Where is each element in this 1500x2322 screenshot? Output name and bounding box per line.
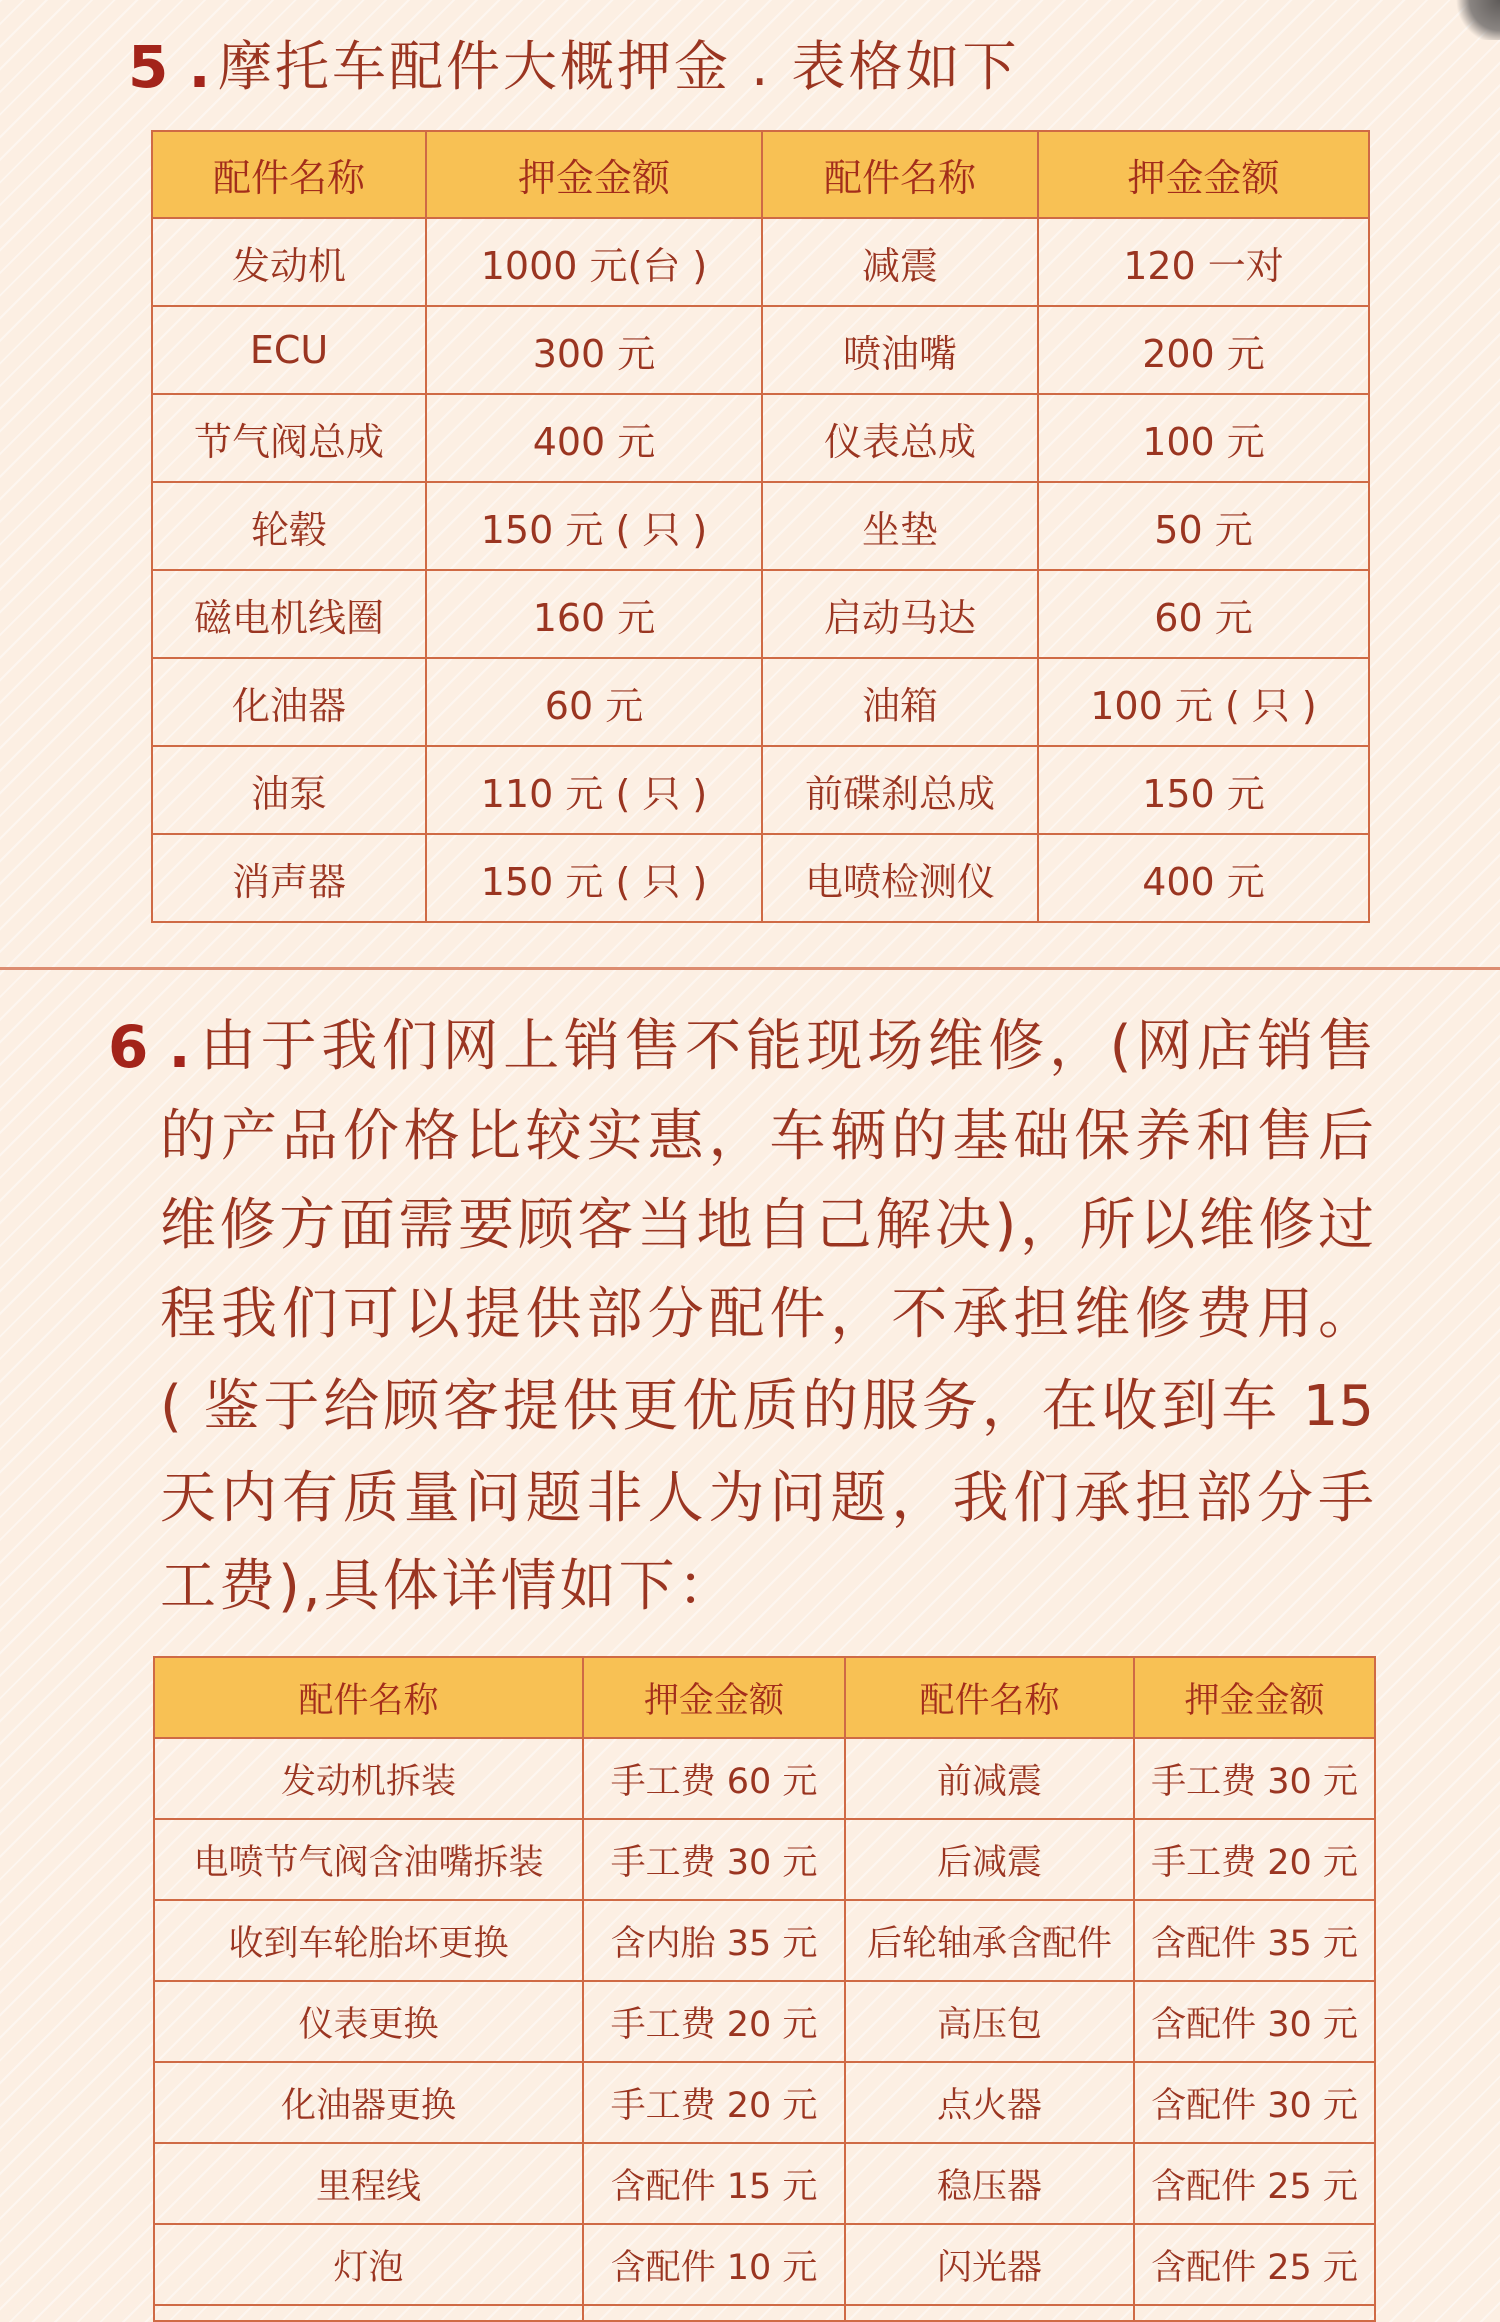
table-header-cell: 配件名称 [762, 131, 1038, 218]
table-cell: 100 元 ( 只 ) [1038, 658, 1369, 746]
table-header-cell: 配件名称 [845, 1657, 1134, 1738]
table-cell: 电喷检测仪 [762, 834, 1038, 922]
section-5-number: 5 . [128, 33, 211, 101]
table-header-cell: 押金金额 [1134, 1657, 1375, 1738]
table-cell-empty [845, 2305, 1134, 2321]
table-cell: 100 元 [1038, 394, 1369, 482]
table-cell: 手工费 60 元 [583, 1738, 845, 1819]
page-corner-shadow [1454, 0, 1500, 40]
table-cell: 节气阀总成 [152, 394, 426, 482]
table-cell-empty [1134, 2305, 1375, 2321]
table-cell: ECU [152, 306, 426, 394]
table-cell: 仪表更换 [154, 1981, 583, 2062]
table-cell: 110 元 ( 只 ) [426, 746, 762, 834]
table-cell: 闪光器 [845, 2224, 1134, 2305]
table-cell: 稳压器 [845, 2143, 1134, 2224]
table-header-cell: 押金金额 [583, 1657, 845, 1738]
table-cell: 手工费 30 元 [583, 1819, 845, 1900]
paragraph-line: 的产品价格比较实惠，车辆的基础保养和售后 [160, 1104, 1374, 1169]
table-cell: 含配件 30 元 [1134, 2062, 1375, 2143]
repair-fee-table-container [153, 1656, 1377, 2322]
table-cell: 后减震 [845, 1819, 1134, 1900]
table-cell: 里程线 [154, 2143, 583, 2224]
table-cell: 减震 [762, 218, 1038, 306]
table-row [154, 1819, 1375, 1900]
table-cell: 化油器更换 [154, 2062, 583, 2143]
paragraph-line: 工费),具体详情如下： [160, 1554, 737, 1619]
table-cell: 150 元 ( 只 ) [426, 482, 762, 570]
table-row [154, 2143, 1375, 2224]
table-cell: 150 元 ( 只 ) [426, 834, 762, 922]
table-cell: 200 元 [1038, 306, 1369, 394]
table-cell: 含配件 15 元 [583, 2143, 845, 2224]
table-row [154, 1900, 1375, 1981]
table-header-cell: 配件名称 [154, 1657, 583, 1738]
table-cell: 手工费 20 元 [1134, 1819, 1375, 1900]
paragraph-line: 由于我们网上销售不能现场维修，(网店销售 [200, 1014, 1374, 1079]
table-row [154, 1981, 1375, 2062]
table-cell: 手工费 20 元 [583, 2062, 845, 2143]
section-5-title: 摩托车配件大概押金 . 表格如下 [218, 35, 1020, 98]
table-cell: 油箱 [762, 658, 1038, 746]
table-cell: 仪表总成 [762, 394, 1038, 482]
section-6-number: 6 . [108, 1013, 191, 1081]
table-cell: 50 元 [1038, 482, 1369, 570]
table-cell: 点火器 [845, 2062, 1134, 2143]
table-cell: 前减震 [845, 1738, 1134, 1819]
table-row [152, 570, 1369, 658]
table-cell: 喷油嘴 [762, 306, 1038, 394]
table-row [152, 394, 1369, 482]
repair-fee-table [153, 1656, 1376, 2322]
table-header-cell: 押金金额 [1038, 131, 1369, 218]
table-row [154, 2224, 1375, 2305]
table-cell: 发动机拆装 [154, 1738, 583, 1819]
paragraph-line: 程我们可以提供部分配件，不承担维修费用。 [160, 1282, 1374, 1347]
table-row [152, 218, 1369, 306]
table-cell: 含配件 10 元 [583, 2224, 845, 2305]
table-cell: 前碟刹总成 [762, 746, 1038, 834]
table-cell: 启动马达 [762, 570, 1038, 658]
table-cell: 油泵 [152, 746, 426, 834]
table-cell: 含配件 30 元 [1134, 1981, 1375, 2062]
table-cell: 收到车轮胎坏更换 [154, 1900, 583, 1981]
table-cell: 含内胎 35 元 [583, 1900, 845, 1981]
table-cell: 手工费 30 元 [1134, 1738, 1375, 1819]
table-header-cell: 配件名称 [152, 131, 426, 218]
table-row [152, 658, 1369, 746]
table-row [154, 1738, 1375, 1819]
table-cell: 灯泡 [154, 2224, 583, 2305]
table-cell: 400 元 [426, 394, 762, 482]
table-cell: 300 元 [426, 306, 762, 394]
table-cell: 磁电机线圈 [152, 570, 426, 658]
section-divider [0, 967, 1500, 970]
table-row [152, 306, 1369, 394]
table-cell: 160 元 [426, 570, 762, 658]
table-cell: 轮毂 [152, 482, 426, 570]
table-cell: 高压包 [845, 1981, 1134, 2062]
table-header-row [154, 1657, 1375, 1738]
table-cell: 化油器 [152, 658, 426, 746]
paragraph-line: 维修方面需要顾客当地自己解决)，所以维修过 [160, 1193, 1374, 1258]
deposit-table [151, 130, 1370, 923]
paragraph-line: ( 鉴于给顾客提供更优质的服务，在收到车 15 [160, 1374, 1374, 1439]
table-cell: 150 元 [1038, 746, 1369, 834]
table-cell: 电喷节气阀含油嘴拆装 [154, 1819, 583, 1900]
table-row [154, 2062, 1375, 2143]
table-cell: 发动机 [152, 218, 426, 306]
table-cell-empty [583, 2305, 845, 2321]
table-cell: 坐垫 [762, 482, 1038, 570]
table-cell-empty [154, 2305, 583, 2321]
table-row [152, 482, 1369, 570]
table-cell: 1000 元(台 ) [426, 218, 762, 306]
table-cell: 手工费 20 元 [583, 1981, 845, 2062]
table-cell: 含配件 25 元 [1134, 2224, 1375, 2305]
table-cell: 后轮轴承含配件 [845, 1900, 1134, 1981]
table-cell: 120 一对 [1038, 218, 1369, 306]
table-cell: 含配件 35 元 [1134, 1900, 1375, 1981]
table-cell: 60 元 [1038, 570, 1369, 658]
table-row [152, 834, 1369, 922]
table-cell: 消声器 [152, 834, 426, 922]
paragraph-line: 天内有质量问题非人为问题，我们承担部分手 [160, 1466, 1374, 1531]
table-row-cut-off [154, 2305, 1375, 2321]
table-cell: 400 元 [1038, 834, 1369, 922]
table-row [152, 746, 1369, 834]
table-header-cell: 押金金额 [426, 131, 762, 218]
table-cell: 含配件 25 元 [1134, 2143, 1375, 2224]
table-cell: 60 元 [426, 658, 762, 746]
table-header-row [152, 131, 1369, 218]
